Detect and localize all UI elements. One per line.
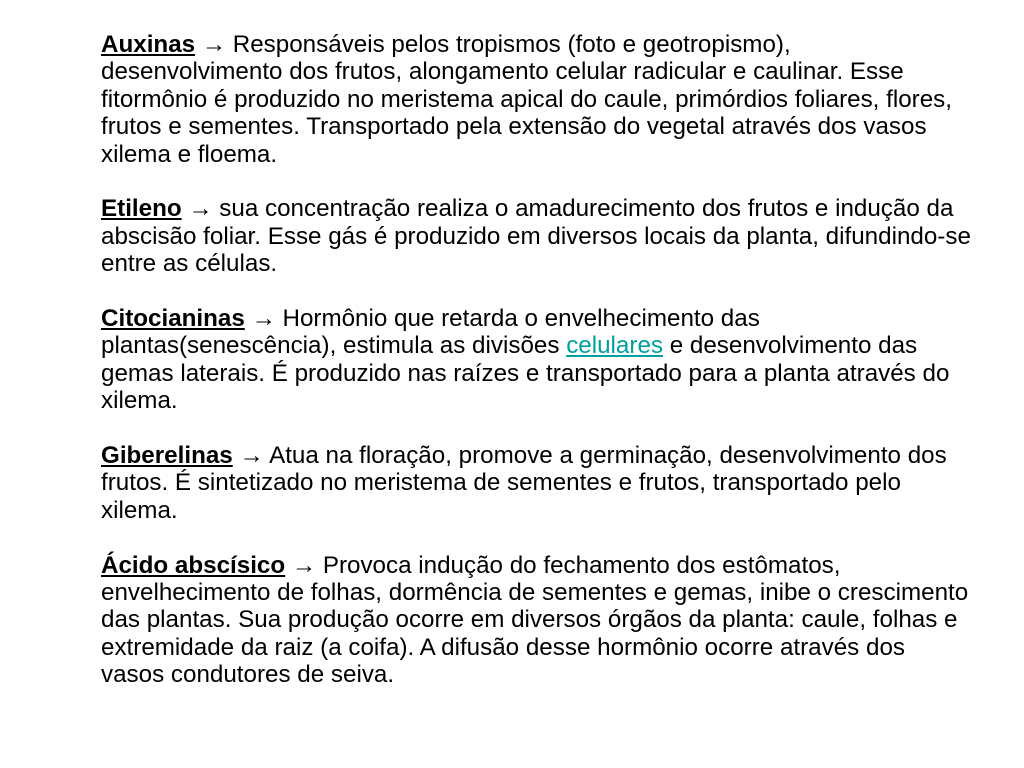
term-acido-abscisico: Ácido abscísico <box>101 551 286 579</box>
term-citocianinas: Citocianinas <box>101 305 245 333</box>
arrow-acido-abscisico: → <box>291 551 317 579</box>
arrow-giberelinas: → <box>239 442 264 470</box>
description-etileno: sua concentração realiza o amadurecimento dos frutos e indução da abscisão foliar. Esse gás é produzido em diversos locais da planta, difundindo-se entre as células. <box>101 195 971 278</box>
description-citocianinas-part1: Hormônio que retarda o envelhecimento das plantas(senescência), estimula as divisões <box>101 305 760 360</box>
term-giberelinas: Giberelinas <box>101 442 233 470</box>
paragraph-citocianinas <box>101 305 971 415</box>
term-auxinas: Auxinas <box>101 31 196 58</box>
slide-content <box>101 31 971 716</box>
celulares-link[interactable]: celulares <box>566 332 663 360</box>
arrow-etileno: → <box>188 195 213 223</box>
paragraph-acido-abscisico <box>101 552 971 689</box>
description-citocianinas-part2: e desenvolvimento das gemas laterais. É produzido nas raízes e transportado para a planta através do xilema. <box>101 332 950 415</box>
description-acido-abscisico: Provoca indução do fechamento dos estômatos, envelhecimento de folhas, dormência de sementes e gemas, inibe o crescimento das plantas. Sua produção ocorre em diversos órgãos da planta: caule, folhas e extremidade da raiz (a coifa). A difusão desse hormônio ocorre através dos vasos condutores de seiva. <box>101 551 969 689</box>
arrow-auxinas: → <box>201 31 227 58</box>
description-auxinas: Responsáveis pelos tropismos (foto e geotropismo), desenvolvimento dos frutos, alongamento celular radicular e caulinar. Esse fitormônio é produzido no meristema apical do caule, primórdios foliares, flores, frutos e sementes. Transportado pela extensão do vegetal através dos vasos xilema e floema. <box>101 31 952 168</box>
paragraph-auxinas <box>101 31 971 168</box>
arrow-citocianinas: → <box>251 305 276 333</box>
description-giberelinas: Atua na floração, promove a germinação, desenvolvimento dos frutos. É sintetizado no meristema de sementes e frutos, transportado pelo xilema. <box>101 442 947 524</box>
paragraph-etileno <box>101 195 971 277</box>
term-etileno: Etileno <box>101 195 182 223</box>
paragraph-giberelinas <box>101 442 971 524</box>
